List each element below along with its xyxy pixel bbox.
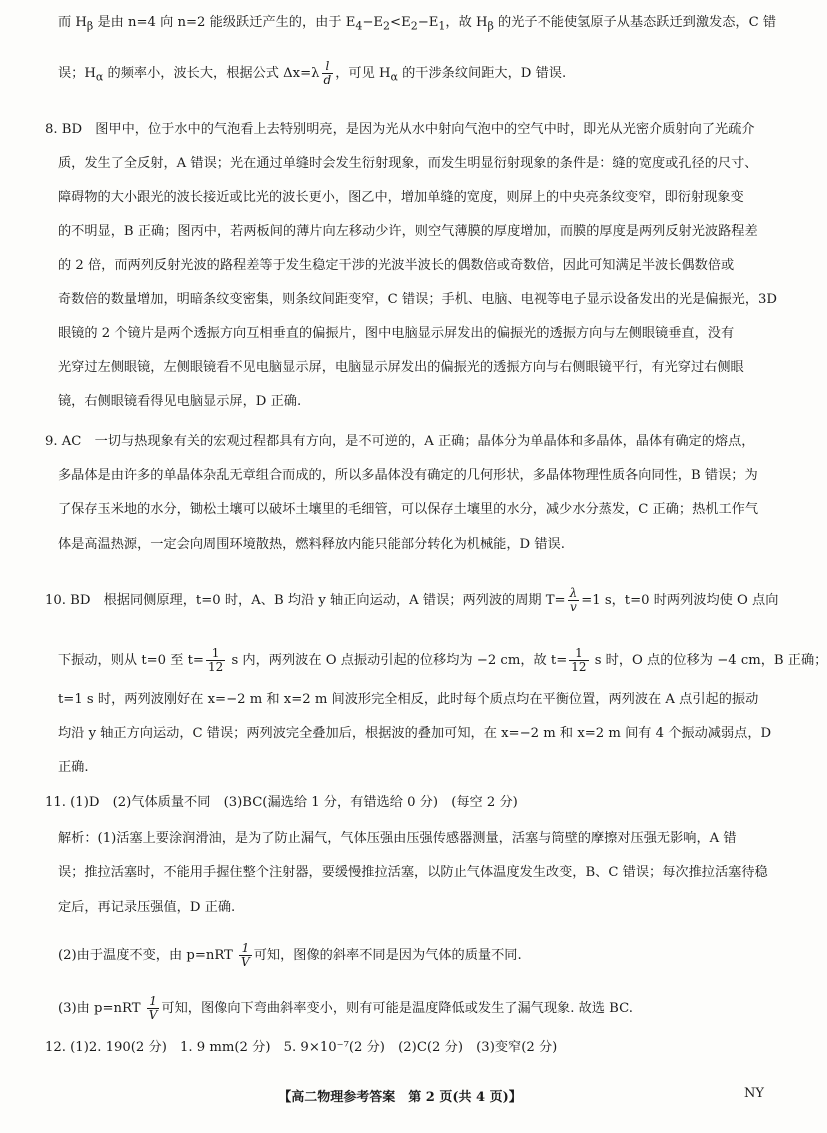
q10-line-3: t=1 s 时，两列波刚好在 x=−2 m 和 x=2 m 间波形完全相反，此时每个质点均在平衡位置，两列波在 A 点引起的振动 bbox=[58, 692, 759, 707]
q9-line-2: 多晶体是由许多的单晶体杂乱无章组合而成的，所以多晶体没有确定的几何形状，多晶体物理性质各向同性，B 错误；为 bbox=[58, 468, 758, 483]
q8-line-4: 的不明显，B 正确；图丙中，若两板间的薄片向左移动少许，则空气薄膜的厚度增加，而膜的厚度是两列反射光波路程差 bbox=[58, 224, 758, 239]
q12-line-1: 12. (1)2. 190(2 分) 1. 9 mm(2 分) 5. 9×10⁻⁷(2 分) (2)C(2 分) (3)变窄(2 分) bbox=[45, 1040, 558, 1055]
fraction-lambda-over-v: $\frac{\lambda}{v}$ bbox=[569, 586, 578, 614]
q7-line-1: 而 $H_\beta$ 是由 n=4 向 n=2 能级跃迁产生的，由于 $E_4-E_2<E_2-E_1$，故 $H_\beta$ 的光子不能使氢原子从基态跃迁到激发态，C 错 bbox=[58, 15, 777, 33]
q8-line-6: 奇数倍的数量增加，明暗条纹变密集，则条纹间距变窄，C 错误；手机、电脑、电视等电子显示设备发出的光是偏振光，3D bbox=[58, 292, 777, 307]
q9-line-1: 9. AC 一切与热现象有关的宏观过程都具有方向，是不可逆的，A 正确；晶体分为单晶体和多晶体，晶体有确定的熔点， bbox=[45, 434, 755, 449]
q11-line-5: (2)由于温度不变，由 p=nRT $\frac{1}{V}$ 可知，图像的斜率不同是因为气体的质量不同. bbox=[58, 941, 522, 969]
page-footer-title: 【高二物理参考答案 第 2 页(共 4 页)】 bbox=[278, 1090, 522, 1105]
q9-line-4: 体是高温热源，一定会向周围环境散热，燃料释放内能只能部分转化为机械能，D 错误. bbox=[58, 537, 565, 552]
q9-line-3: 了保存玉米地的水分，锄松土壤可以破坏土壤里的毛细管，可以保存土壤里的水分，减少水分蒸发，C 正确；热机工作气 bbox=[58, 502, 759, 517]
fraction-1-over-12: $\frac{1}{12}$ bbox=[207, 646, 224, 674]
q11-line-6: (3)由 p=nRT $\frac{1}{V}$ 可知，图像向下弯曲斜率变小，则有可能是温度降低或发生了漏气现象. 故选 BC. bbox=[58, 994, 633, 1022]
q8-line-9: 镜，右侧眼镜看得见电脑显示屏，D 正确. bbox=[58, 394, 302, 409]
q8-line-8: 光穿过左侧眼镜，左侧眼镜看不见电脑显示屏，电脑显示屏发出的偏振光的透振方向与右侧眼镜平行，有光穿过右侧眼 bbox=[58, 360, 744, 375]
q7-line-2: 误；$H_\alpha$ 的频率小，波长大，根据公式 Δx=λ $\frac{l}{d}$ ，可见 $H_\alpha$ 的干涉条纹间距大，D 错误. bbox=[58, 59, 567, 87]
q10-line-4: 均沿 y 轴正方向运动，C 错误；两列波完全叠加后，根据波的叠加可知，在 x=−2 m 和 x=2 m 间有 4 个振动减弱点，D bbox=[58, 726, 772, 741]
q11-line-2: 解析：(1)活塞上要涂润滑油，是为了防止漏气，气体压强由压强传感器测量，活塞与筒壁的摩擦对压强无影响，A 错 bbox=[58, 831, 737, 846]
fraction-l-over-d: $\frac{l}{d}$ bbox=[323, 59, 332, 87]
fraction-1-over-V-second: $\frac{1}{V}$ bbox=[148, 994, 158, 1022]
q8-line-3: 障碍物的大小跟光的波长接近或比光的波长更小，图乙中，增加单缝的宽度，则屏上的中央亮条纹变窄，即衍射现象变 bbox=[58, 190, 744, 205]
q8-line-5: 的 2 倍，而两列反射光波的路程差等于发生稳定干涉的光波半波长的偶数倍或奇数倍，因此可知满足半波长偶数倍或 bbox=[58, 258, 735, 273]
page-footer-code: NY bbox=[744, 1086, 764, 1101]
q10-line-5: 正确. bbox=[58, 760, 89, 775]
q10-line-2: 下振动，则从 t=0 至 t= $\frac{1}{12}$ s 内，两列波在 O 点振动引起的位移均为 −2 cm，故 t= $\frac{1}{12}$ s 时，O 点的位移为 −4 cm，B 正确； bbox=[58, 646, 827, 674]
q11-line-1: 11. (1)D (2)气体质量不同 (3)BC(漏选给 1 分，有错选给 0 分) (每空 2 分) bbox=[45, 795, 518, 810]
fraction-1-over-V: $\frac{1}{V}$ bbox=[241, 941, 250, 969]
q11-line-4: 定后，再记录压强值，D 正确. bbox=[58, 900, 236, 915]
fraction-1-over-12-second: $\frac{1}{12}$ bbox=[571, 646, 587, 674]
q11-line-3: 误；推拉活塞时，不能用手握住整个注射器，要缓慢推拉活塞，以防止气体温度发生改变，B、C 错误；每次推拉活塞待稳 bbox=[58, 865, 768, 880]
q10-line-1: 10. BD 根据同侧原理，t=0 时，A、B 均沿 y 轴正向运动，A 错误；两列波的周期 T= $\frac{\lambda}{v}$ =1 s，t=0 时两列波均使 O 点向 bbox=[45, 586, 779, 614]
q8-line-1: 8. BD 图甲中，位于水中的气泡看上去特别明亮，是因为光从水中射向气泡中的空气中时，即光从光密介质射向了光疏介 bbox=[45, 122, 755, 137]
q8-line-7: 眼镜的 2 个镜片是两个透振方向互相垂直的偏振片，图中电脑显示屏发出的偏振光的透振方向与左侧眼镜垂直，没有 bbox=[58, 326, 735, 341]
q8-line-2: 质，发生了全反射，A 错误；光在通过单缝时会发生衍射现象，而发生明显衍射现象的条件是：缝的宽度或孔径的尺寸、 bbox=[58, 156, 758, 171]
